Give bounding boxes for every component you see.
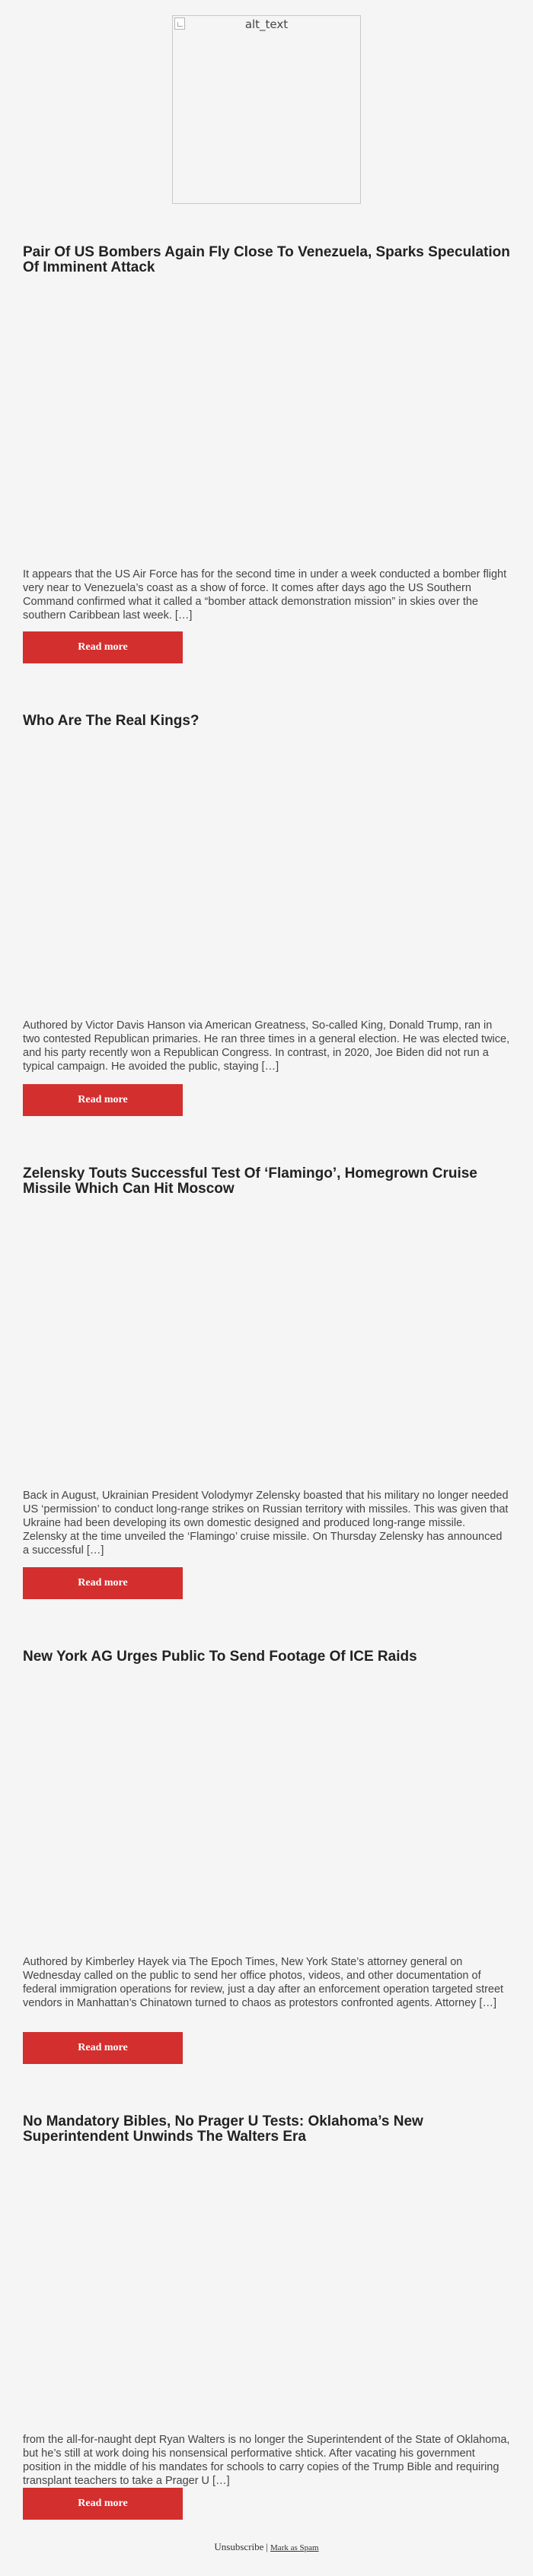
mark-as-spam-link[interactable]: Mark as Spam xyxy=(270,2543,319,2552)
unsubscribe-link[interactable]: Unsubscribe xyxy=(214,2541,264,2552)
article-title[interactable]: Who Are The Real Kings? xyxy=(23,713,199,729)
logo-image xyxy=(172,15,361,204)
article-excerpt: from the all-for-naught dept Ryan Walters is no longer the Superintendent of the State of Oklahoma, but he’s still at work doing his nonsensical performative shtick. After vacating his government position in the middle of his mandates for schools to carry copies of the Trump Bible and requiring transplant teachers to take a Prager U […] xyxy=(23,2434,510,2487)
article-image[interactable] xyxy=(23,281,510,555)
article-title[interactable]: Pair Of US Bombers Again Fly Close To Venezuela, Sparks Speculation Of Imminent Attack xyxy=(23,244,510,275)
footer xyxy=(0,2541,533,2553)
article-excerpt: Authored by Victor Davis Hanson via American Greatness, So-called King, Donald Trump, ran in two contested Republican primaries. He ran three times in a general election. He was elected twice, and his party recently won a Republican Congress. In contrast, in 2020, Joe Biden did not run a typical campaign. He avoided the public, staying […] xyxy=(23,1019,510,1073)
article-title[interactable]: No Mandatory Bibles, No Prager U Tests: Oklahoma’s New Superintendent Unwinds The Walters Era xyxy=(23,2113,423,2145)
logo-alt-text: alt_text xyxy=(244,17,289,31)
article-image[interactable] xyxy=(23,736,510,1010)
footer-separator: | xyxy=(266,2541,269,2552)
article-image[interactable] xyxy=(23,1202,510,1476)
article-excerpt: Back in August, Ukrainian President Volodymyr Zelensky boasted that his military no longer needed US ‘permission’ to conduct long-range strikes on Russian territory with missiles. This was given that Ukraine had been developing its own domestic designed and produced long-range missile. Zelensky at the time unveiled the ‘Flamingo’ cruise missile. On Thursday Zelensky has announced a successful […] xyxy=(23,1490,509,1557)
read-more-button[interactable]: Read more xyxy=(23,1084,183,1116)
article-image[interactable] xyxy=(23,2150,510,2424)
read-more-button[interactable]: Read more xyxy=(23,2488,183,2520)
read-more-button[interactable]: Read more xyxy=(23,631,183,663)
read-more-button[interactable]: Read more xyxy=(23,2032,183,2064)
article-excerpt: Authored by Kimberley Hayek via The Epoch Times, New York State’s attorney general on Wednesday called on the public to send her office photos, videos, and other documentation of federal immigration operations for review, just a day after an enforcement operation targeted street vendors in Manhattan’s Chinatown turned to chaos as protestors confronted agents. Attorney […] xyxy=(23,1956,504,2009)
article-image[interactable] xyxy=(23,1674,510,1948)
header xyxy=(0,0,533,222)
article-excerpt: It appears that the US Air Force has for the second time in under a week conducted a bomber flight very near to Venezuela’s coast as a show of force. It comes after days ago the US Southern Command confirmed what it called a “bomber attack demonstration mission” in skies over the southern Caribbean last week. […] xyxy=(23,568,507,622)
article-title[interactable]: New York AG Urges Public To Send Footage Of ICE Raids xyxy=(23,1649,417,1665)
read-more-button[interactable]: Read more xyxy=(23,1567,183,1599)
article-title[interactable]: Zelensky Touts Successful Test Of ‘Flamingo’, Homegrown Cruise Missile Which Can Hit Moscow xyxy=(23,1166,477,1197)
